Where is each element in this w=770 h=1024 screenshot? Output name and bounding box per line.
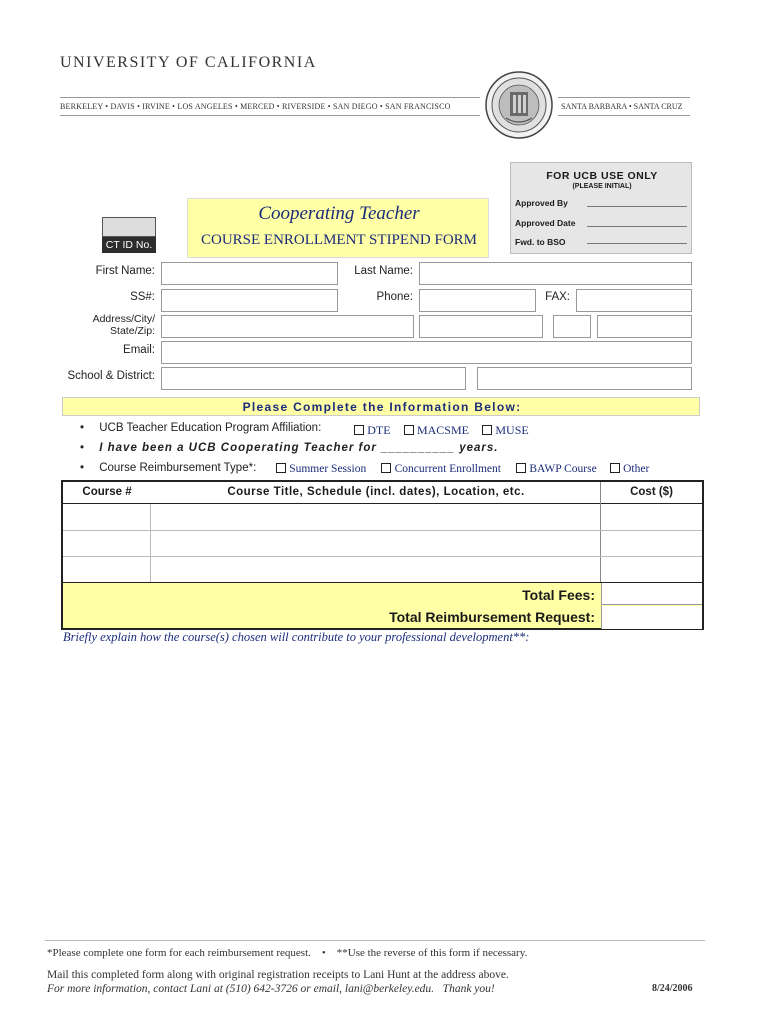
bawp-course-label: BAWP Course [529, 463, 597, 475]
zip-field[interactable] [597, 315, 692, 338]
years-text: I have been a UCB Cooperating Teacher for __________ years. [99, 442, 499, 454]
ss-label: SS#: [130, 291, 155, 303]
approved-by-field[interactable] [587, 206, 687, 207]
col-course-header: Course # [82, 486, 132, 498]
reimbursement-label: Course Reimbursement Type*: [99, 462, 257, 474]
last-name-label: Last Name: [354, 265, 413, 277]
approved-date-field[interactable] [587, 226, 687, 227]
reimbursement-options [276, 463, 649, 475]
other-checkbox[interactable] [610, 463, 620, 473]
header-rule [60, 97, 480, 98]
col-title-header: Course Title, Schedule (incl. dates), Location, etc. [227, 486, 525, 498]
form-title: Cooperating Teacher [258, 203, 420, 224]
approved-by-label: Approved By [515, 198, 568, 208]
course-title-cell[interactable] [151, 557, 600, 582]
dte-option-label: DTE [367, 423, 391, 437]
affiliation-row [80, 422, 321, 434]
fwd-bso-field[interactable] [587, 243, 687, 244]
bawp-course-checkbox[interactable] [516, 463, 526, 473]
phone-label: Phone: [376, 291, 413, 303]
address-field[interactable] [161, 315, 414, 338]
email-label: Email: [123, 344, 155, 356]
form-title-box [187, 198, 489, 258]
state-field[interactable] [553, 315, 591, 338]
school-district-label: School & District: [67, 370, 155, 382]
explanation-prompt: Briefly explain how the course(s) chosen will contribute to your professional development**: [63, 630, 530, 644]
first-name-field[interactable] [161, 262, 338, 285]
summer-session-label: Summer Session [289, 463, 367, 475]
header-rule [558, 97, 690, 98]
course-title-cell[interactable] [151, 505, 600, 530]
concurrent-enrollment-label: Concurrent Enrollment [394, 463, 501, 475]
state-zip-label: State/Zip: [110, 325, 155, 337]
col-cost-header: Cost ($) [630, 486, 673, 498]
total-reimbursement-label: Total Reimbursement Request: [389, 609, 595, 625]
macsme-option-label: MACSME [416, 423, 469, 437]
address-label: Address/City/ [92, 313, 155, 325]
info-banner [62, 397, 700, 416]
explanation-area[interactable] [61, 652, 704, 932]
summer-session-checkbox[interactable] [276, 463, 286, 473]
fwd-bso-label: Fwd. to BSO [515, 237, 566, 247]
dte-checkbox[interactable] [354, 425, 364, 435]
ct-id-field[interactable] [102, 217, 156, 237]
phone-field[interactable] [419, 289, 536, 312]
course-cost-cell[interactable] [601, 531, 702, 556]
course-cost-cell[interactable] [601, 557, 702, 582]
other-label: Other [623, 463, 650, 475]
total-reimbursement-field[interactable] [601, 606, 702, 629]
university-title: UNIVERSITY OF CALIFORNIA [60, 54, 317, 71]
header-rule [60, 115, 480, 116]
ucb-use-only-box [510, 162, 692, 254]
ss-field[interactable] [161, 289, 338, 312]
info-banner-text: Please Complete the Information Below: [242, 400, 522, 414]
course-title-cell[interactable] [151, 531, 600, 556]
ucb-use-subtitle: (PLEASE INITIAL) [572, 183, 632, 190]
muse-option-label: MUSE [495, 423, 529, 437]
totals-area [63, 582, 702, 628]
fax-field[interactable] [576, 289, 692, 312]
total-fees-label: Total Fees: [522, 587, 595, 603]
course-number-cell[interactable] [63, 557, 150, 582]
concurrent-enrollment-checkbox[interactable] [381, 463, 391, 473]
muse-checkbox[interactable] [482, 425, 492, 435]
approved-date-label: Approved Date [515, 218, 576, 228]
macsme-checkbox[interactable] [404, 425, 414, 435]
email-field[interactable] [161, 341, 692, 364]
campus-list-right: SANTA BARBARA • SANTA CRUZ [561, 102, 683, 111]
form-date: 8/24/2006 [652, 983, 693, 994]
ucb-use-title: FOR UCB USE ONLY [546, 170, 658, 182]
district-field[interactable] [477, 367, 692, 390]
first-name-label: First Name: [95, 265, 155, 277]
footer-rule [45, 940, 705, 941]
last-name-field[interactable] [419, 262, 692, 285]
footer-note: *Please complete one form for each reimbursement request. • **Use the reverse of this form if necessary. [47, 947, 528, 959]
footer-contact-info: For more information, contact Lani at (510) 642-3726 or email, lani@berkeley.edu. Thank you! [47, 983, 495, 995]
bullet-icon: • [80, 422, 85, 434]
affiliation-options [354, 423, 529, 438]
fax-label: FAX: [545, 291, 570, 303]
city-field[interactable] [419, 315, 543, 338]
course-table [61, 480, 704, 630]
course-cost-cell[interactable] [601, 505, 702, 530]
campus-list-left: BERKELEY • DAVIS • IRVINE • LOS ANGELES • MERCED • RIVERSIDE • SAN DIEGO • SAN FRANCISCO [60, 102, 451, 111]
affiliation-label: UCB Teacher Education Program Affiliation: [99, 422, 322, 434]
header-rule [558, 115, 690, 116]
years-row [80, 442, 499, 454]
bullet-icon: • [80, 462, 85, 474]
bullet-icon: • [80, 442, 85, 454]
form-subtitle: COURSE ENROLLMENT STIPEND FORM [201, 232, 477, 248]
total-fees-field[interactable] [601, 583, 702, 605]
university-seal-icon [484, 70, 554, 140]
footer-mail-instructions: Mail this completed form along with original registration receipts to Lani Hunt at the address above. [47, 969, 509, 981]
ct-id-label: CT ID No. [102, 237, 156, 253]
course-number-cell[interactable] [63, 531, 150, 556]
course-number-cell[interactable] [63, 505, 150, 530]
reimbursement-row [80, 462, 256, 474]
school-field[interactable] [161, 367, 466, 390]
